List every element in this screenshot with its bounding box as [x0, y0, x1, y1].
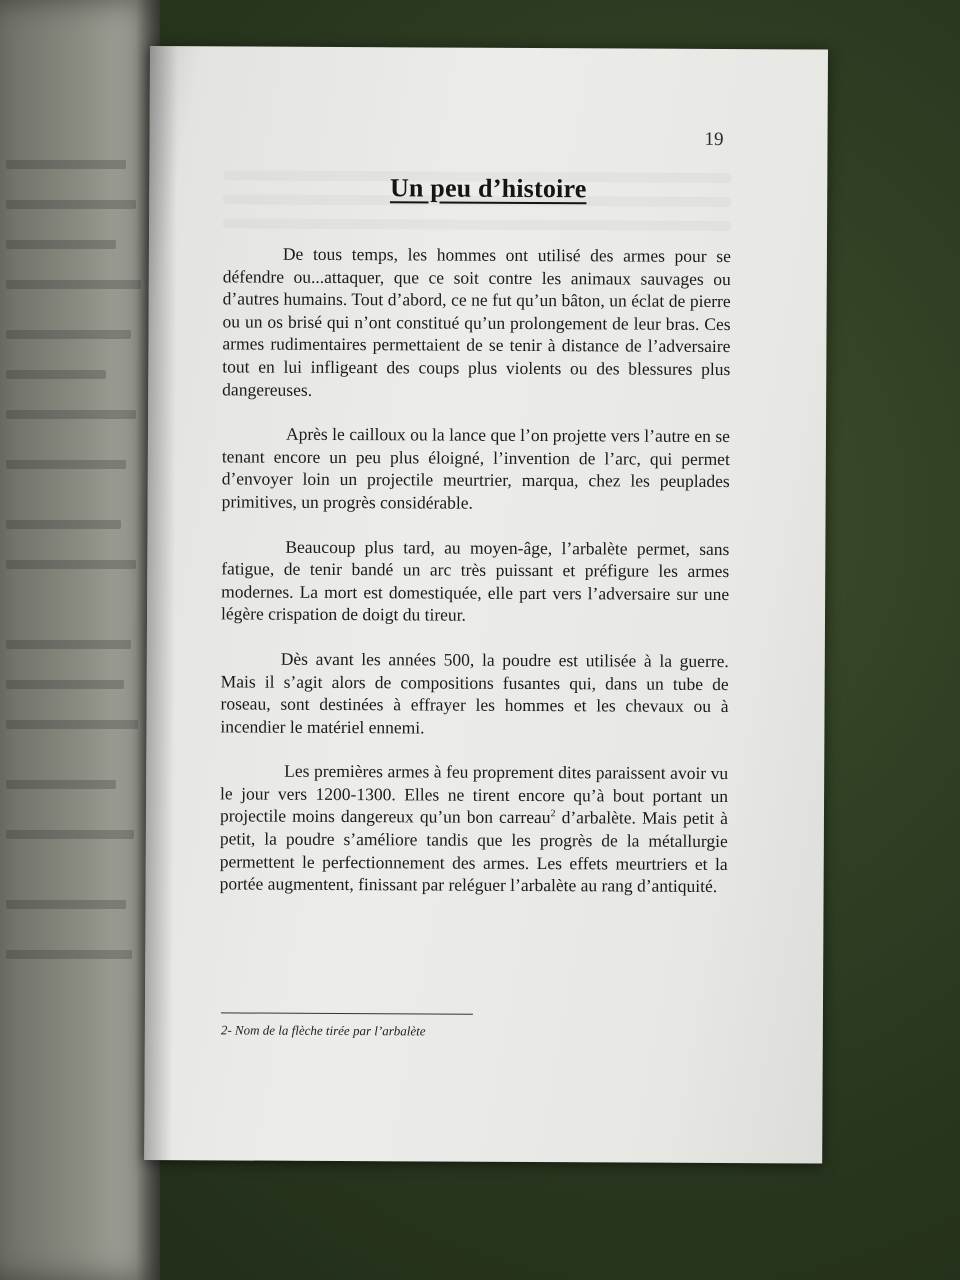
paragraph-5	[220, 760, 729, 898]
footnote-divider	[221, 1012, 473, 1014]
title-text: Un peu d’histoire	[389, 173, 587, 204]
left-page-edge	[0, 0, 160, 1280]
paragraph-1: De tous temps, les hommes ont utilisé des armes pour se défendre ou...attaquer, que ce soit contre les animaux sauvages ou d’autres humains. Tout d’abord, ce ne fut qu’un bâton, un éclat de pierre ou un os brisé qui n’ont constitué qu’un prolongement de leur bras. Ces armes rudimentaires permettaient de se tenir à distance de l’adversaire tout en lui infligeant des coups plus violents ou des blessures plus dangereuses.	[222, 243, 731, 400]
page-number: 19	[704, 128, 724, 151]
body-text	[219, 242, 731, 919]
paragraph-2: Après le cailloux ou la lance que l’on projette vers l’autre en se tenant encore un peu plus éloigné, l’invention de l’arc, qui permet d’envoyer loin un projectile meurtrier, marqua, chez les peuplades primitives, un progrès considérable.	[221, 423, 731, 513]
page-gutter-shadow	[144, 46, 178, 1160]
footnote-reference: 2	[550, 808, 556, 820]
paragraph-5-text-after: d’arbalète. Mais petit à petit, la poudre s’améliore tandis que les progrès de la métallurgie permettent le perfectionnement des armes. Les effets meurtriers et la portée augmentent, finissant par reléguer l’arbalète au rang d’antiquité.	[219, 807, 729, 897]
footnote: 2- Nom de la flèche tirée par l’arbalète	[220, 1022, 426, 1039]
paragraph-5-text-before: Les premières armes à feu proprement dites paraissent avoir vu le jour vers 1200-1300. Elles ne tirent encore qu’à bout portant un projectile moins dangereux qu’un bon carreau	[219, 760, 729, 828]
paragraph-4: Dès avant les années 500, la poudre est utilisée à la guerre. Mais il s’agit alors de compositions fusantes qui, dans un tube de roseau, sont destinées à effrayer les hommes et les chevaux ou à incendier le matériel ennemi.	[220, 648, 729, 738]
paragraph-3: Beaucoup plus tard, au moyen-âge, l’arbalète permet, sans fatigue, de tenir bandé un arc très puissant et préfigure les armes modernes. La mort est domestiquée, elle part vers l’adversaire sur une légère crispation de doigt du tireur.	[220, 536, 730, 625]
page-title	[149, 172, 827, 206]
book-page	[144, 46, 828, 1164]
